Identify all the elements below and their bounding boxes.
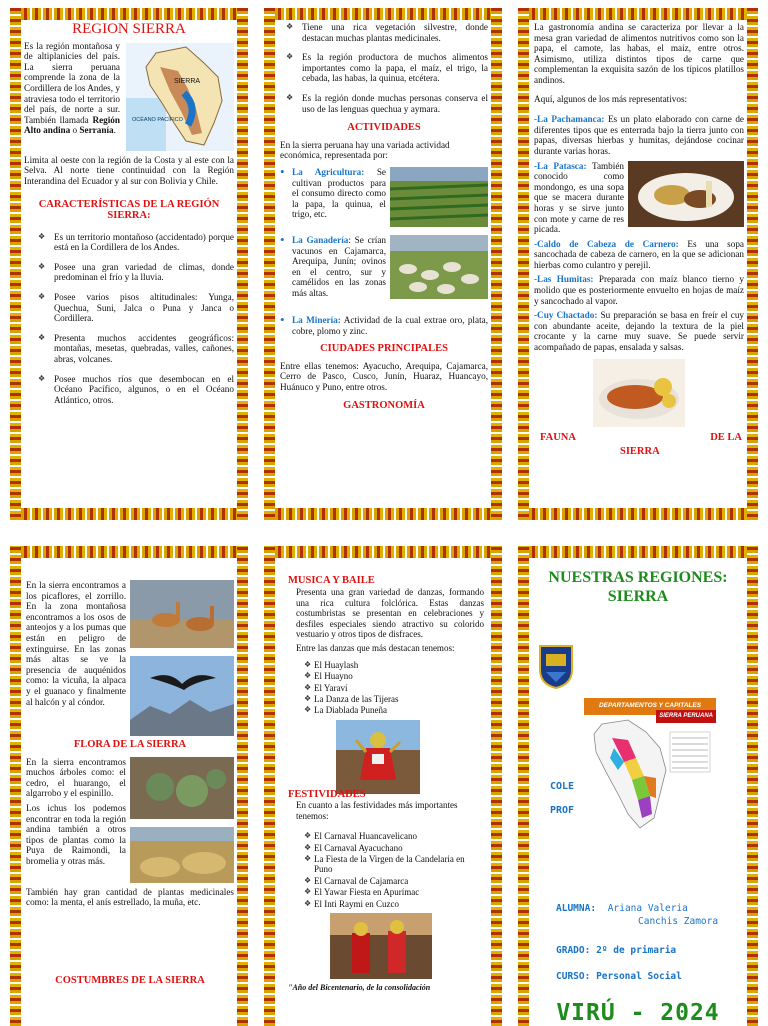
map-label-ocean: OCÉANO PACÍFICO [132, 116, 183, 123]
dancer-image [336, 720, 420, 794]
music-text: Presenta una gran variedad de danzas, formando una rica cultura folclórica. Estas danzas costumbristas se presentan en celebraciones y desfiles especiales siendo atractivo su colorido vestuario y otros tipos de disfraces. [296, 587, 484, 640]
list-item: ❖ Tiene una rica vegetación silvestre, donde destacan muchas plantas medicinales. [286, 22, 488, 43]
festivities-text: En cuanto a las festividades más importantes tenemos: [296, 800, 458, 821]
cover-footer: VIRÚ - 2024 [556, 1000, 720, 1026]
cities-text: Entre ellas tenemos: Ayacucho, Arequipa, Cajamarca, Cerro de Pasco, Cusco, Junín, Huaraz, Huancayo, Huánuco y Puno, entre otros. [280, 360, 488, 392]
panel-region-sierra [10, 8, 248, 520]
list-item: ❖ El Yawar Fiesta en Apurímac [304, 887, 484, 897]
year-motto: "Año del Bicentenario, de la consolidación [288, 982, 431, 992]
teacher-label: PROF [550, 805, 575, 816]
panel-fauna-flora [10, 546, 248, 1026]
list-item: ❖ Es la región donde muchas personas conserva el uso de las lenguas quechua y aymara. [286, 93, 488, 114]
list-item: ❖ Posee una gran variedad de climas, donde predominan el frío y la lluvia. [38, 262, 234, 283]
dish-item: -La Pachamanca: Es un plato elaborado con carne de diferentes tipos que es enterrada bajo la tierra junto con papas, diversas hierbas y humitas, dejándose cocinar durante varias horas. [534, 114, 744, 156]
customs-title: COSTUMBRES DE LA SIERRA [55, 974, 205, 986]
vicuna-image [130, 580, 234, 648]
list-item: • La Minería: Actividad de la cual extrae oro, plata, cobre, plomo y zinc. [280, 315, 488, 336]
list-item: ❖ La Fiesta de la Virgen de la Candelaria en Puno [304, 854, 484, 875]
page-title: REGIÓN SIERRA [72, 22, 186, 37]
student-block: ALUMNA: Ariana Valeria Canchis Zamora [556, 903, 719, 927]
activities-intro: En la sierra peruana hay una variada actividad económica, representada por: [280, 139, 450, 161]
activities-title: ACTIVIDADES [347, 122, 421, 134]
dances-list [288, 660, 484, 716]
list-item: ❖ El Carnaval Ayacuchano [304, 843, 484, 853]
course-line: CURSO: Personal Social [556, 971, 682, 982]
cover-title: NUESTRAS REGIONES: SIERRA [548, 569, 728, 605]
fauna-heading: FAUNA DE LA SIERRA [540, 431, 742, 457]
condor-image [130, 656, 234, 736]
fauna-text: En la sierra encontramos a los picaflores, el zorrillo. En la zona montañosa encontramos a los osos de anteojos y a los pumas que están en peligro de extinguirse. En las zonas más altas se ve la presencia de auquénidos como: la vicuña, la alpaca y el guanaco y finalmente al halcón y al cóndor. [26, 580, 126, 707]
flora-text-3: También hay gran cantidad de plantas medicinales como: la menta, el anís estrellado, la muña, etc. [26, 886, 234, 908]
intro-text-2: Limita al oeste con la región de la Costa y al este con la Selva. Al norte tiene continuidad con la Región Interandina del Ecuador y al sur con Bolivia y Chile. [24, 154, 234, 186]
cuy-image [593, 359, 685, 427]
school-crest-icon [538, 644, 574, 690]
map-banner: DEPARTAMENTOS Y CAPITALES [584, 698, 716, 715]
panel-gastronomia [518, 8, 758, 520]
map-banner-2: SIERRA PERUANA [656, 710, 716, 723]
flora-title: FLORA DE LA SIERRA [73, 739, 187, 750]
list-item: ❖ Posee varios pisos altitudinales: Yunga, Quechua, Suni, Jalca o Puna y Janca o Cordillera. [38, 292, 234, 324]
list-item: ❖ Es un territorio montañoso (accidentado) porque está en la Cordillera de los Andes. [38, 232, 234, 253]
grade-line: GRADO: 2º de primaria [556, 945, 677, 956]
agriculture-image [390, 167, 488, 227]
list-item: ❖ El Huaylash [304, 660, 484, 670]
dish-item: -Cuy Chactado: Su preparación se basa en freír el cuy con abundante aceite, dejando la textura de la piel crocante y la carne muy suave. Se puede servir acompañado de papas, ensalada y salsas. [534, 310, 744, 353]
panel-cover [518, 546, 758, 1026]
cactus-image [130, 757, 234, 819]
intro-text: Es la región montañosa y de altiplanicies del país. La sierra peruana comprende la zona de la Cordillera de los Andes, y atraviesa todo el territorio del país, de norte a sur. También llamada Región Alto andina o Serranía. [24, 40, 120, 136]
peru-departments-map-image [584, 718, 716, 836]
list-item: ❖ El Huayno [304, 671, 484, 681]
list-item: • La Agricultura: Se cultivan productos para el consumo directo como la papa, la quinua, el trigo, etc. [280, 167, 488, 229]
dish-item: -La Patasca: También conocido como mondongo, es una sopa que se macera durante horas y se sirve junto con mote y carne de res picada. [534, 160, 624, 235]
festival-image [330, 913, 432, 979]
music-title: MUSICA Y BAILE [288, 576, 375, 586]
list-item: ❖ Es la región productora de muchos alimentos importantes como la papa, el maíz, el trigo, la cebada, las habas, la quinua, etcétera. [286, 52, 488, 84]
list-item: ❖ La Danza de las Tijeras [304, 694, 484, 704]
peru-map-image [126, 43, 234, 151]
school-label: COLE [550, 781, 575, 792]
flora-text: En la sierra encontramos muchos árboles como: el cedro, el huarango, el algarrobo y el espinillo. [26, 756, 126, 799]
panel-actividades [264, 8, 502, 520]
flora-text-2: Los ichus los podemos encontrar en toda la región andina también a otros tipos de plantas como la Puya de Raimondi, la bromelia y otras más. [26, 802, 126, 866]
list-item: ❖ Presenta muchos accidentes geográficos: montañas, mesetas, quebradas, valles, cañones, abras, volcanes. [38, 333, 234, 365]
list-item: ❖ Posee muchos ríos que desembocan en el Océano Pacífico, algunos, o en el Océano Atlántico, otros. [38, 374, 234, 406]
festivities-list [288, 831, 484, 909]
list-item: ❖ La Diablada Puneña [304, 705, 484, 715]
features-list [280, 22, 488, 114]
list-item: ❖ El Inti Raymi en Cuzco [304, 899, 484, 909]
characteristics-list [24, 232, 234, 406]
livestock-image [390, 235, 488, 299]
festivities-title: FESTIVIDADES [288, 788, 366, 800]
patasca-image [628, 161, 744, 227]
cities-title: CIUDADES PRINCIPALES [320, 343, 448, 355]
characteristics-title: CARACTERÍSTICAS DE LA REGIÓN SIERRA: [38, 199, 220, 221]
list-item: ❖ El Carnaval de Cajamarca [304, 876, 484, 886]
gastronomy-title: GASTRONOMÍA [343, 399, 425, 411]
list-item: ❖ El Yaraví [304, 683, 484, 693]
gastronomy-intro-2: Aquí, algunos de los más representativos: [534, 93, 688, 104]
activities-list [280, 167, 488, 336]
dish-item: -Las Humitas: Preparada con maíz blanco tierno y molido que es posteriormente envuelto en hojas de maíz y sancochado al vapor. [534, 274, 744, 306]
dish-item: -Caldo de Cabeza de Carnero: Es una sopa sancochada de cabeza de carnero, en la que se adicionan hierbas como culantro y perejil. [534, 238, 744, 270]
ichu-image [130, 827, 234, 883]
list-item: ❖ El Carnaval Huancavelicano [304, 831, 484, 841]
departments-map [584, 698, 716, 838]
map-label-sierra: SIERRA [174, 77, 201, 85]
list-item: • La Ganadería: Se crían vacunos en Cajamarca, Arequipa, Junín; ovinos en el centro, sur y camélidos en las zonas más altas. [280, 235, 488, 309]
music-text-2: Entre las danzas que más destacan tenemos: [296, 643, 455, 654]
panel-musica [264, 546, 502, 1026]
gastronomy-intro: La gastronomía andina se caracteriza por llevar a la mesa gran variedad de alimentos nutritivos como son la papa, el camote, las habas, el maíz, entre otros. Asimismo, utiliza distintos tipos de carne que complementan la exquisita sazón de los típicos platillos andinos. [534, 22, 744, 85]
